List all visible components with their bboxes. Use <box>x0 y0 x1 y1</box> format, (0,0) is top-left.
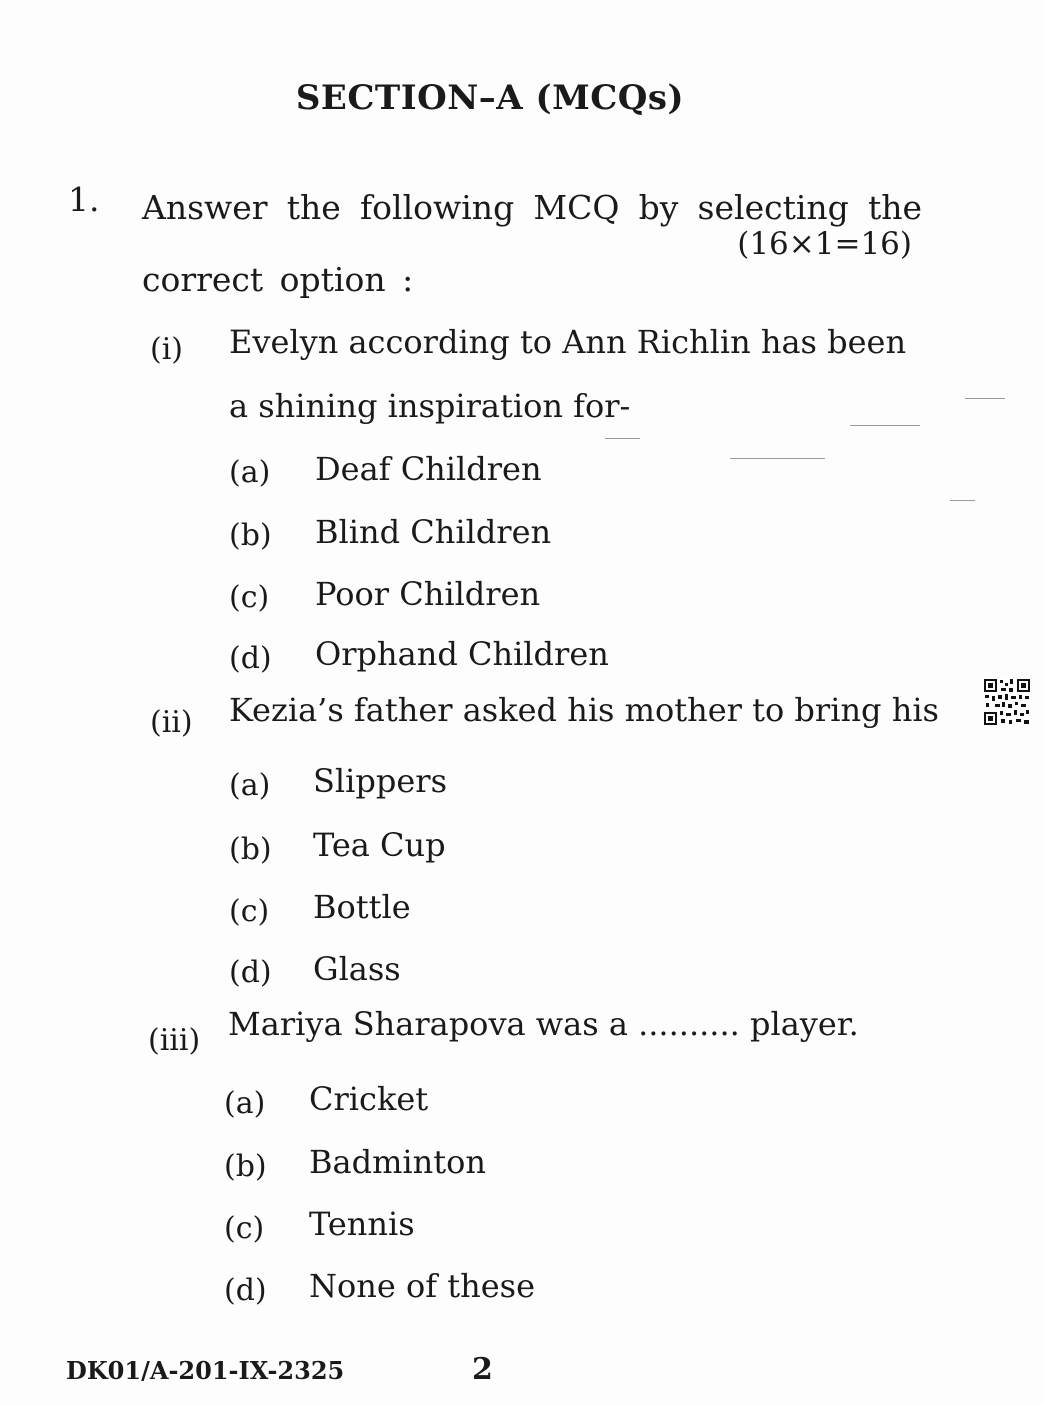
option-letter: (d) <box>229 955 272 990</box>
option-text: Bottle <box>313 888 411 926</box>
subquestion-number: (iii) <box>148 1023 201 1058</box>
option-text: Glass <box>313 950 401 988</box>
scan-speck <box>605 438 640 439</box>
option-text: Cricket <box>309 1080 429 1118</box>
exam-code: DK01/A-201-IX-2325 <box>66 1356 345 1385</box>
option-letter: (a) <box>224 1086 266 1121</box>
question-marks: (16×1=16) <box>737 226 912 262</box>
subquestion-text: Kezia’s father asked his mother to bring his <box>229 691 939 729</box>
option-letter: (a) <box>229 455 271 490</box>
question-number: 1. <box>68 180 100 219</box>
option-letter: (a) <box>229 768 271 803</box>
option-letter: (b) <box>229 832 272 867</box>
section-title: SECTION–A (MCQs) <box>295 78 685 118</box>
option-text: Orphand Children <box>315 635 609 673</box>
option-text: Badminton <box>309 1143 486 1181</box>
scan-speck <box>965 398 1005 399</box>
subquestion-text: Evelyn according to Ann Richlin has been a shining inspiration for- <box>229 323 907 425</box>
qr-code-icon <box>983 678 1031 726</box>
question-instruction: Answer the following MCQ by selecting the correct option : <box>142 188 922 299</box>
subquestion-number: (i) <box>150 332 184 367</box>
option-letter: (b) <box>224 1149 267 1184</box>
option-text: Blind Children <box>315 513 552 551</box>
scan-speck <box>730 458 825 459</box>
option-text: Tea Cup <box>313 826 446 864</box>
option-text: None of these <box>309 1267 536 1305</box>
scan-speck <box>850 425 920 426</box>
option-letter: (d) <box>229 641 272 676</box>
page-number: 2 <box>472 1352 493 1387</box>
option-letter: (c) <box>224 1211 265 1246</box>
option-text: Slippers <box>313 762 448 800</box>
option-letter: (b) <box>229 518 272 553</box>
option-letter: (c) <box>229 894 270 929</box>
option-text: Deaf Children <box>315 450 542 488</box>
option-letter: (c) <box>229 580 270 615</box>
option-letter: (d) <box>224 1273 267 1308</box>
subquestion-text: Mariya Sharapova was a .......... player. <box>228 1005 859 1043</box>
scan-speck <box>950 500 975 501</box>
option-text: Tennis <box>309 1205 415 1243</box>
option-text: Poor Children <box>315 575 541 613</box>
subquestion-number: (ii) <box>150 705 193 740</box>
